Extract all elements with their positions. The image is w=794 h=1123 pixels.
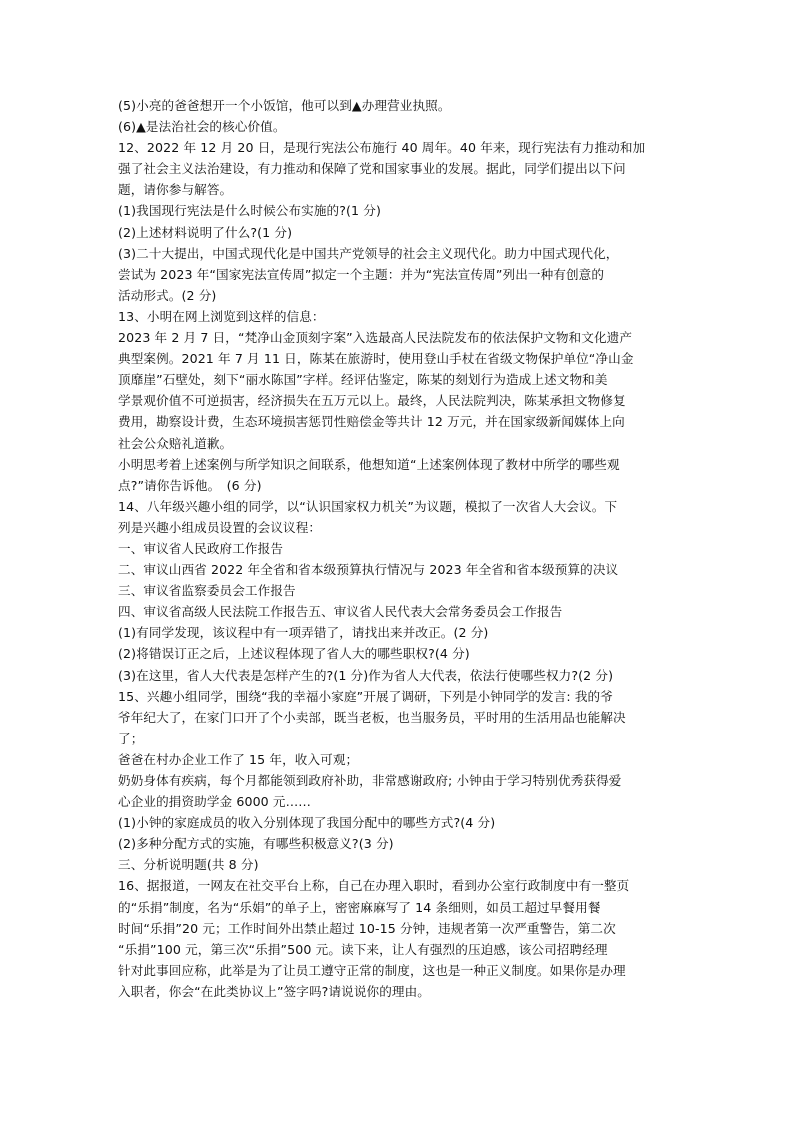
text-line: 时间“乐捐”20 元；工作时间外出禁止超过 10-15 分钟，违规者第一次严重警告，第二次 <box>118 920 616 936</box>
text-line: 费用，勘察设计费，生态环境损害惩罚性赔偿金等共计 12 万元，并在国家级新闻媒体上向 <box>118 414 625 430</box>
text-line: 2023 年 2 月 7 日，“梵净山金顶刻字案”入选最高人民法院发布的依法保护文物和文化遗产 <box>118 330 633 346</box>
text-line: (3)二十大提出，中国式现代化是中国共产党领导的社会主义现代化。助力中国式现代化， <box>118 245 619 261</box>
text-line: 奶奶身体有疾病，每个月都能领到政府补助，非常感谢政府; 小钟由于学习特别优秀获得爱 <box>118 773 622 788</box>
text-line: 了； <box>118 730 144 746</box>
text-line: (5)小亮的爸爸想开一个小饭馆，他可以到▲办理营业执照。 <box>118 98 451 113</box>
text-line: 12、2022 年 12 月 20 日，是现行宪法公布施行 40 周年。40 年来，现行宪法有力推动和加 <box>118 140 646 156</box>
text-line: 入职者，你会“在此类协议上”签字吗?请说说你的理由。 <box>118 983 430 999</box>
text-line: (2)多种分配方式的实施，有哪些积极意义?(3 分) <box>118 836 394 852</box>
text-line: 针对此事回应称，此举是为了让员工遵守正常的制度，这也是一种正义制度。如果你是办理 <box>118 962 626 978</box>
text-line: 活动形式。(2 分) <box>118 287 217 303</box>
text-line: 学景观价值不可逆损害，经济损失在五万元以上。最终，人民法院判决，陈某承担文物修复 <box>118 393 626 409</box>
text-line: 列是兴趣小组成员设置的会议议程： <box>118 519 322 535</box>
text-line: 13、小明在网上浏览到这样的信息： <box>118 308 325 324</box>
text-line: 四、审议省高级人民法院工作报告五、审议省人民代表大会常务委员会工作报告 <box>118 604 563 620</box>
text-line: (1)小钟的家庭成员的收入分别体现了我国分配中的哪些方式?(4 分) <box>118 815 496 831</box>
text-line: (1)我国现行宪法是什么时候公布实施的?(1 分) <box>118 203 381 219</box>
text-line: (3)在这里，省人大代表是怎样产生的?(1 分)作为省人大代表，依法行使哪些权力?(2 分) <box>118 667 614 683</box>
text-line: 三、审议省监察委员会工作报告 <box>118 583 296 599</box>
text-line: 15、兴趣小组同学，围绕“我的幸福小家庭”开展了调研，下列是小钟同学的发言: 我的爷 <box>118 688 613 704</box>
text-line: 小明思考着上述案例与所学知识之间联系，他想知道“上述案例体现了教材中所学的哪些观 <box>118 456 620 472</box>
text-line: 爷年纪大了，在家门口开了个小卖部，既当老板，也当服务员，平时用的生活用品也能解决 <box>118 709 626 725</box>
text-line: 16、据报道，一网友在社交平台上称，自己在办理入职时，看到办公室行政制度中有一整页 <box>118 878 630 894</box>
document-page <box>118 95 680 1002</box>
text-line: 爸爸在村办企业工作了 15 年，收入可观； <box>118 751 359 767</box>
text-line: 点?”请你告诉他。 (6 分) <box>118 477 262 493</box>
text-line: 尝试为 2023 年“国家宪法宣传周”拟定一个主题：并为“宪法宣传周”列出一种有创意的 <box>118 266 605 282</box>
text-line: 14、八年级兴趣小组的同学，以“认识国家权力机关”为议题，模拟了一次省人大会议。下 <box>118 498 618 514</box>
text-line: 强了社会主义法治建设，有力推动和保障了党和国家事业的发展。据此，同学们提出以下问 <box>118 161 626 177</box>
text-line: 心企业的捐资助学金 6000 元…… <box>118 794 311 810</box>
text-line: 题，请你参与解答。 <box>118 182 233 198</box>
text-line: 的“乐捐”制度，名为“乐娟”的单子上，密密麻麻写了 14 条细则，如员工超过早餐用餐 <box>118 899 601 915</box>
text-line: “乐捐”100 元，第三次“乐捐”500 元。读下来，让人有强烈的压迫感，该公司招聘经理 <box>118 941 608 957</box>
text-line: 社会公众赔礼道歉。 <box>118 435 233 451</box>
text-line: (6)▲是法治社会的核心价值。 <box>118 119 286 135</box>
text-line: 一、审议省人民政府工作报告 <box>118 540 284 556</box>
text-line: 二、审议山西省 2022 年全省和省本级预算执行情况与 2023 年全省和省本级预算的决议 <box>118 562 619 578</box>
text-line: 顶靡崖”石壁处，刻下“丽水陈国”字样。经评估鉴定，陈某的刻划行为造成上述文物和美 <box>118 372 608 388</box>
text-line: (2)将错误订正之后，上述议程体现了省人大的哪些职权?(4 分) <box>118 646 470 662</box>
text-line: (2)上述材料说明了什么?(1 分) <box>118 224 293 240</box>
text-line: 典型案例。2021 年 7 月 11 日，陈某在旅游时，使用登山手杖在省级文物保护单位“净山金 <box>118 351 634 367</box>
text-line: 三、分析说明题(共 8 分) <box>118 857 259 873</box>
text-line: (1)有同学发现，该议程中有一项弄错了，请找出来并改正。(2 分) <box>118 625 489 641</box>
